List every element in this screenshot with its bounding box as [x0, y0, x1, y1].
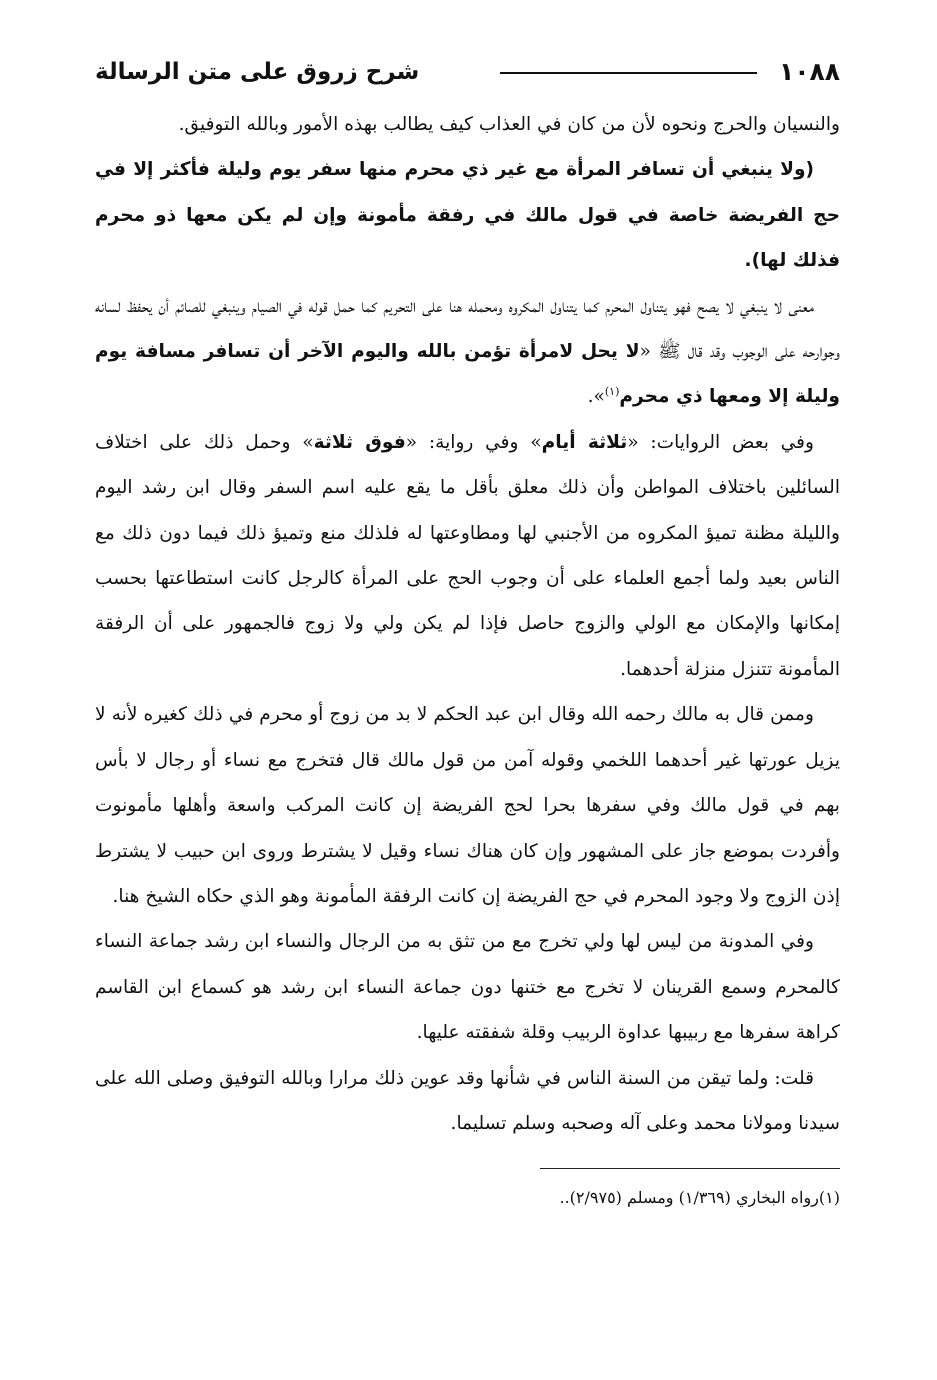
riwayah-two: فوق ثلاثة: [313, 431, 406, 453]
body-text: [95, 102, 840, 1146]
quote-close: ».: [587, 386, 605, 408]
commentary-paragraph: [95, 284, 840, 420]
riwayat-text: وفي بعض الروايات: «: [627, 431, 814, 453]
riwayat-text: » وفي رواية: «: [405, 431, 542, 453]
riwayat-text: » وحمل ذلك على اختلاف السائلين باختلاف المواطن وأن ذلك معلق بأقل ما يقع عليه اسم السفر وقال ابن رشد اليوم والليلة مظنة تميؤ المكروه من الأجنبي لها ومطاوعتها له فلذلك منع وتميؤ ذلك فيما دون ذلك مع الناس بعيد ولما أجمع العلماء على أن وجوب الحج على المرأة كالرجل كانت استطاعتها بحسب إمكانها والإمكان مع الولي والزوج حاصل فإذا لم يكن ولي ولا زوج فالجمهور على أن الرفقة المأمونة تتنزل منزلة أحدهما.: [95, 431, 840, 680]
paragraph-mudawwana: وفي المدونة من ليس لها ولي تخرج مع من تثق به من الرجال والنساء ابن رشد جماعة النساء كالمحرم وسمع القرينان لا تخرج مع ختنها دون جماعة النساء ابن رشد هو كسماع ابن القاسم كراهة سفرها مع ربيبها عداوة الربيب وقلة شفقته عليها.: [95, 931, 840, 1044]
riwayat-paragraph: [95, 420, 840, 692]
footnote: (١)رواه البخاري (١/٣٦٩) ومسلم (٢/٩٧٥)..: [559, 1188, 840, 1208]
book-page: [95, 52, 840, 1342]
matn-quote: (ولا ينبغي أن تسافر المرأة مع غير ذي محرم منها سفر يوم وليلة فأكثر إلا في حج الفريضة خاصة في قول مالك في رفقة مأمونة وإن لم يكن معها ذو محرم فذلك لها).: [95, 159, 840, 272]
page-header: [95, 52, 840, 98]
header-rule: [500, 72, 757, 74]
footnote-rule: [540, 1168, 840, 1169]
riwayah-one: ثلاثة أيام: [541, 431, 628, 453]
footnote-marker: (١): [604, 385, 620, 399]
hadith-text: لا يحل لامرأة تؤمن بالله واليوم الآخر أن تسافر مسافة يوم وليلة إلا ومعها ذي محرم: [95, 341, 840, 408]
paragraph-malik: وممن قال به مالك رحمه الله وقال ابن عبد الحكم لا بد من زوج أو محرم في ذلك كغيره لأنه لا يزيل عورتها غير أحدهما اللخمي وقوله آمن من قول مالك قال فتخرج مع نساء أو رجال لا بأس بهم في قول مالك وفي سفرها بحرا لحج الفريضة إن كانت المركب واسعة وأهلها مأمونوت وأفردت بموضع جاز على المشهور وإن كان هناك نساء وقيل لا يشترط وروى ابن حبيب لا يشترط إذن الزوج ولا وجود المحرم في حج الفريضة إن كانت الرفقة المأمونة وهو الذي حكاه الشيخ هنا.: [95, 704, 840, 907]
commentary-text: معنى لا ينبغي لا يصح فهو يتناول المحرم كما يتناول المكروه ومحمله هنا على التحريم كما حمل قوله في الصيام وينبغي للصائم أن يحفظ لسانه وجوارحه على الوجوب وقد قال ﷺ «: [95, 295, 840, 363]
paragraph-continuation: والنسيان والحرج ونحوه لأن من كان في العذاب كيف يطالب بهذه الأمور وبالله التوفيق.: [178, 114, 840, 135]
page-number: ١٠٨٨: [778, 57, 840, 86]
running-title: شرح زروق على متن الرسالة: [95, 59, 420, 85]
paragraph-closing: قلت: ولما تيقن من السنة الناس في شأنها وقد عوين ذلك مرارا وبالله التوفيق وصلى الله على سيدنا ومولانا محمد وعلى آله وصحبه وسلم تسليما.: [95, 1067, 840, 1134]
